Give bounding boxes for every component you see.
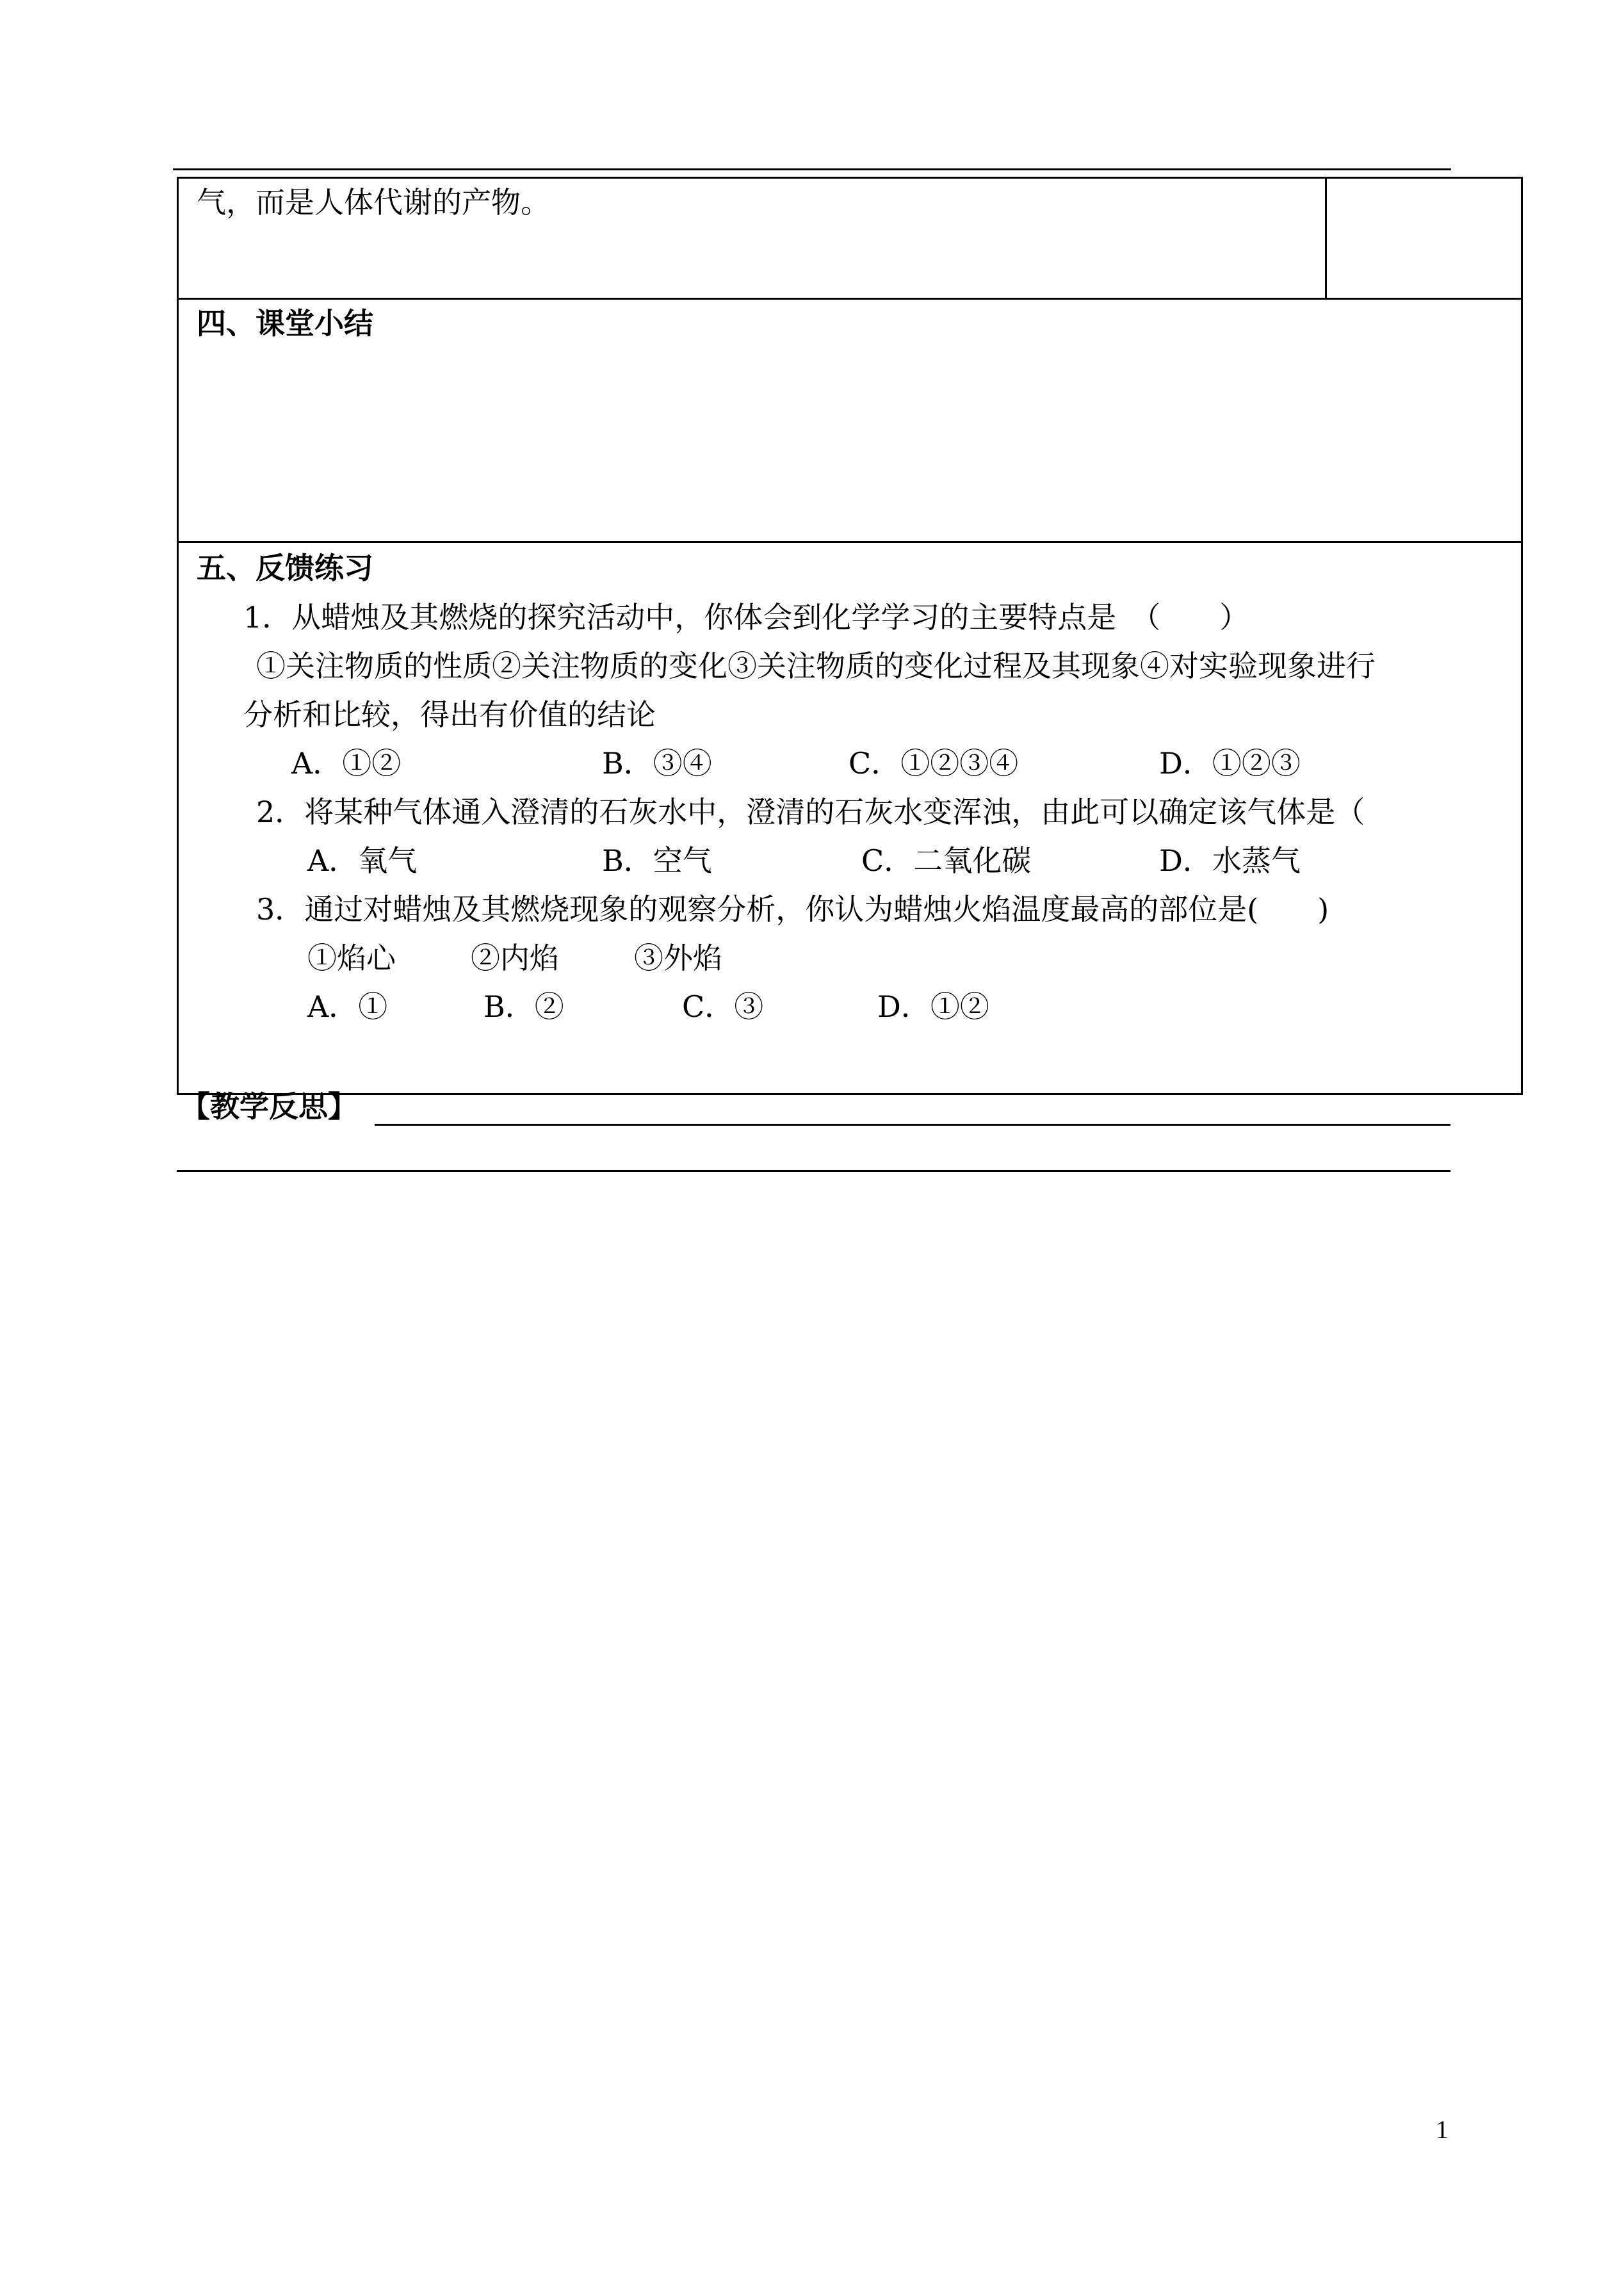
question-1-context-line: ①关注物质的性质②关注物质的变化③关注物质的变化过程及其现象④对实验现象进行 <box>256 649 1376 683</box>
question-3-part: ①焰心 <box>307 941 396 975</box>
question-1-stem: 1．从蜡烛及其燃烧的探究活动中，你体会到化学学习的主要特点是 （ ） <box>243 600 1249 635</box>
question-3-option-d: D．①② <box>877 989 989 1024</box>
question-2-option-a: A．氧气 <box>307 843 418 878</box>
question-2-option-c: C．二氧化碳 <box>861 843 1032 878</box>
question-3-part: ②内焰 <box>471 941 559 975</box>
section-feedback-heading: 五、反馈练习 <box>197 551 373 585</box>
table-row-divider <box>177 298 1523 300</box>
table-column-divider <box>1325 177 1327 298</box>
reflection-underline <box>375 1124 1450 1126</box>
question-1-option-c: C．①②③④ <box>849 746 1019 781</box>
table-row-divider <box>177 541 1523 543</box>
reflection-label: 【教学反思】 <box>181 1089 357 1124</box>
section-summary-heading: 四、课堂小结 <box>197 306 373 341</box>
question-3-option-b: B．② <box>483 989 564 1024</box>
reflection-second-line <box>177 1170 1450 1172</box>
question-1-context-line: 分析和比较，得出有价值的结论 <box>243 697 656 732</box>
question-3-part: ③外焰 <box>634 941 722 975</box>
question-2-option-b: B．空气 <box>602 843 712 878</box>
continuation-text: 气，而是人体代谢的产物。 <box>197 185 550 220</box>
question-1-option-d: D．①②③ <box>1159 746 1301 781</box>
question-3-option-a: A．① <box>307 989 388 1024</box>
question-1-option-a: A．①② <box>291 746 402 781</box>
page-number: 1 <box>1436 2115 1449 2144</box>
question-1-option-b: B．③④ <box>602 746 712 781</box>
question-3-stem: 3．通过对蜡烛及其燃烧现象的观察分析，你认为蜡烛火焰温度最高的部位是( ) <box>256 892 1329 927</box>
question-3-option-c: C．③ <box>682 989 764 1024</box>
top-rule <box>173 168 1451 170</box>
question-2-stem: 2．将某种气体通入澄清的石灰水中，澄清的石灰水变浑浊，由此可以确定该气体是（ <box>256 795 1365 829</box>
question-2-option-d: D．水蒸气 <box>1159 843 1301 878</box>
